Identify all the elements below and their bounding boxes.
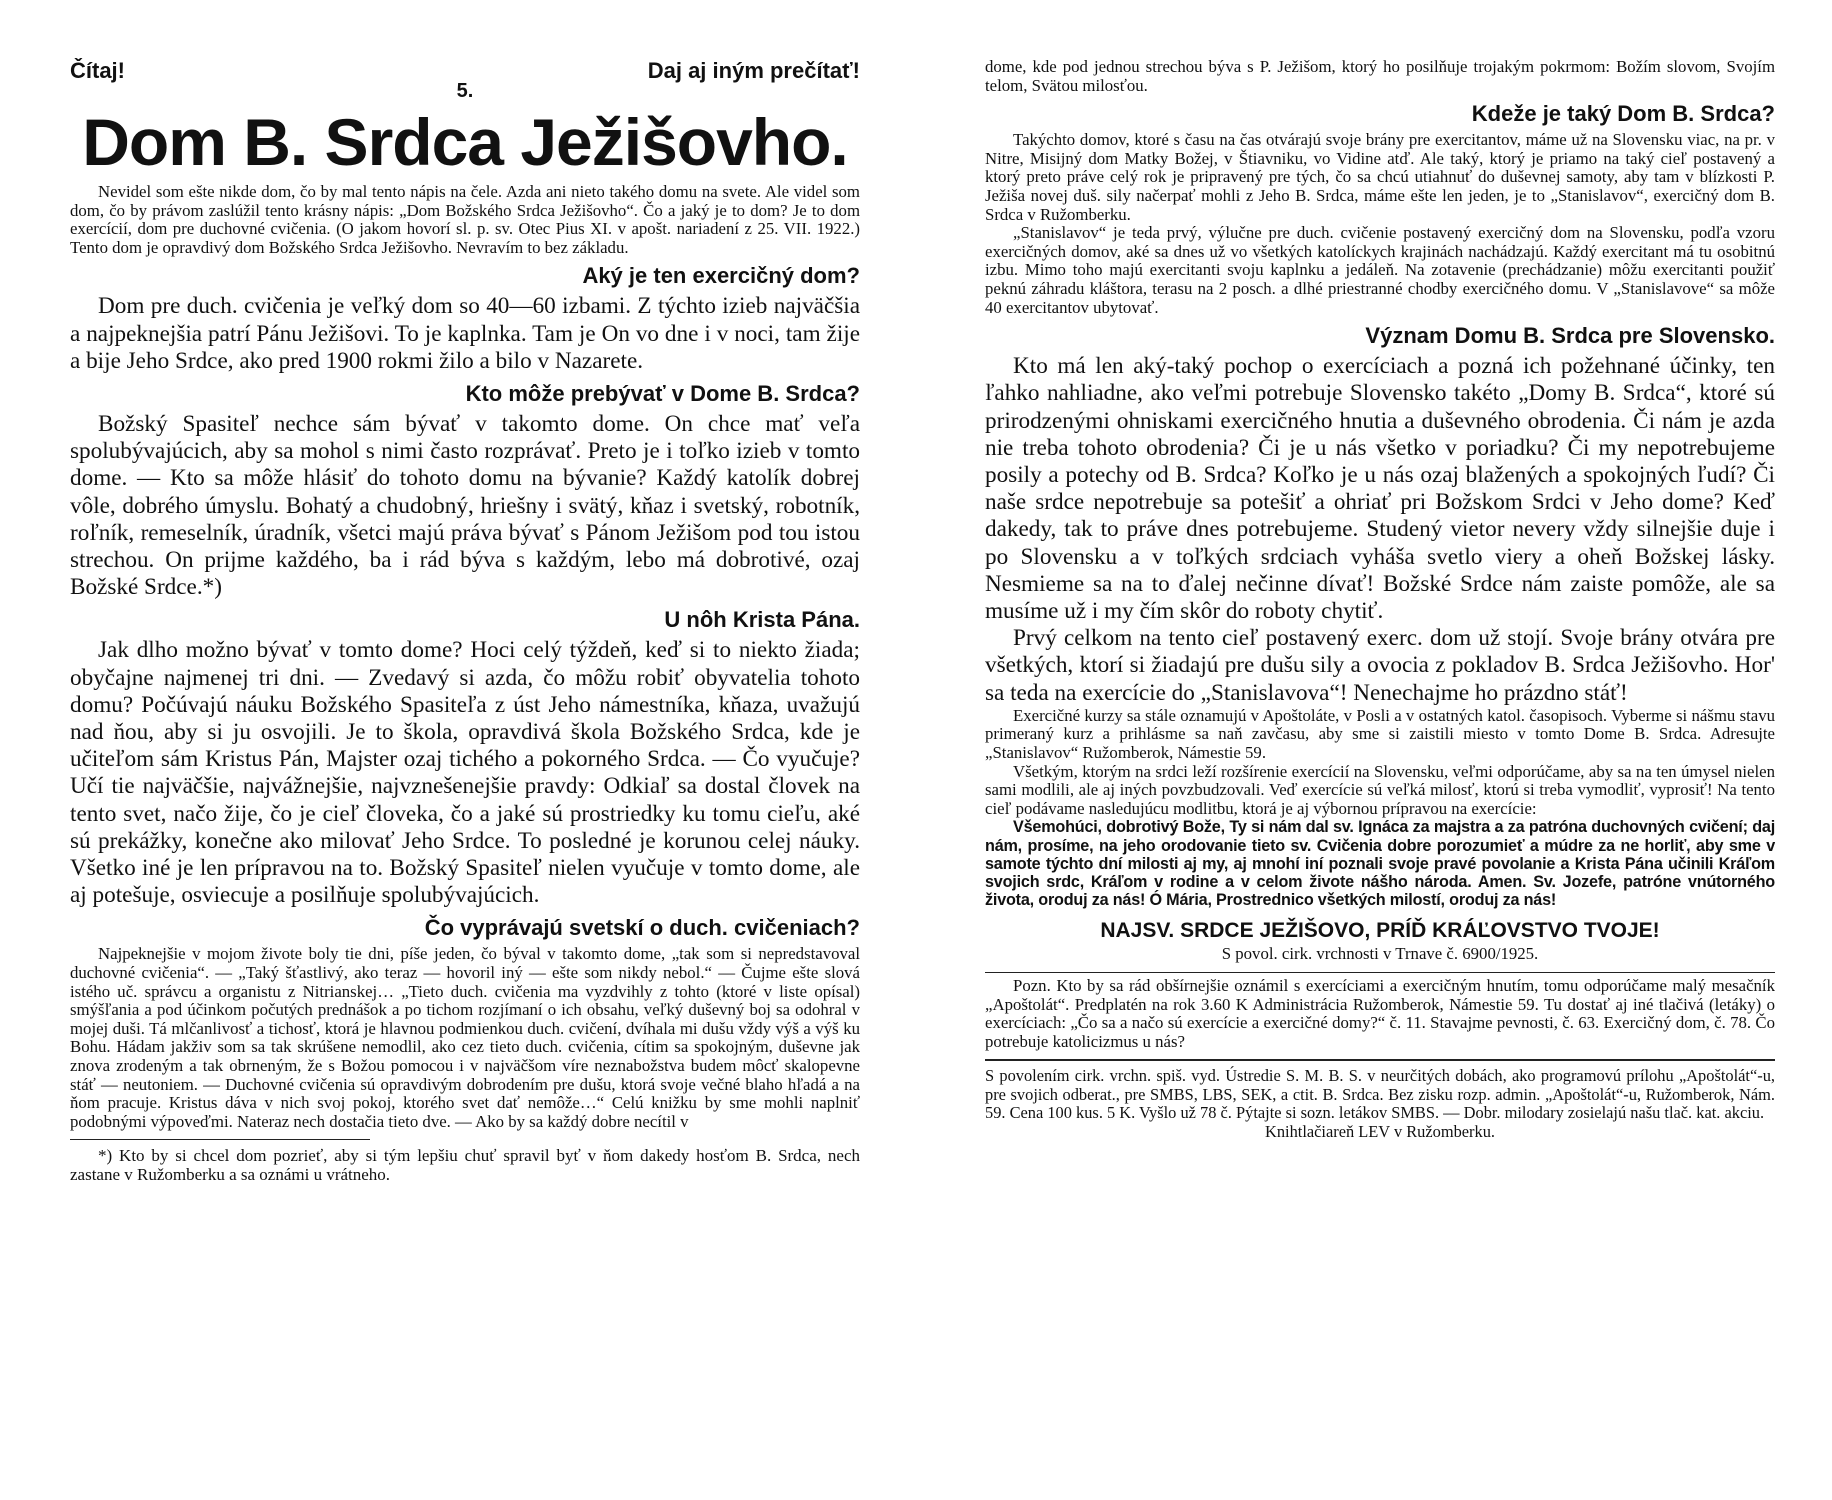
section-heading: Čo vyprávajú svetskí o duch. cvičeniach? <box>424 915 860 941</box>
footnote-divider <box>70 1139 370 1140</box>
section-heading: Aký je ten exercičný dom? <box>582 263 860 289</box>
paragraph: Najpeknejšie v mojom živote boly tie dni, píše jeden, čo býval v takomto dome, „tak som si nepredstavoval duchovné cvičenia“. — „Taký šťastlivý, ako teraz — hovoril iný — ešte som nikdy nebol.“ — Čujme ešte slová istého uč. správcu a organistu z Nitrianskej… „Tieto duch. cvičenia ma vyzdvihly z tohto (ktoré v liste opísal) smýšľania a pod účinkom počutých prednášok a po tichom rozjímaní o ich obsahu, veľký duševný boj sa odohral v mojej duši. Tá mlčanlivosť a tichosť, ktorá je hlavnou podmienkou duch. cvičení, dvíhala mi dušu vždy výš a výš ku Bohu. Hádam jakživ som sa tak skrúšene nemodlil, ako cez tieto duch. cvičenia, cítim sa spokojným, duševne jak znova zrodeným a tak obrneným, že s Božou pomocou i v najväčšom víre neznabožstva budem môcť skalopevne stáť — neutoniem. — Duchovné cvičenia sú opravdivým dobrodením pre dušu, ktorá svoje večné blaho hľadá a na ňom pracuje. Kristus dáva v nich svoj pokoj, ktorého svet dať nemôže…“ Celú knižku by sme mohli naplniť podobnými výpoveďmi. Nateraz nech dostačia tieto dve. — Ako by sa každý dobre necítil v <box>70 944 860 1131</box>
prayer: Všemohúci, dobrotivý Bože, Ty si nám dal sv. Ignáca za majstra a za patróna duchovných cvičení; daj nám, prosíme, na jeho orodovanie tieto sv. Cvičenia dobre porozumieť a múdre za ne horliť, aby sme v samote týchto dní milosti aj my, aj mnohí iní poznali svoje pravé povolanie a Krista Pána učinili Kráľom svojich srdc, Kráľom v rodine a v celom živote nášho národa. Amen. Sv. Jozefe, patróne vnútorného života, oroduj za nás! Ó Mária, Prostrednico všetkých milostí, oroduj za nás! <box>985 818 1775 910</box>
header-right: Daj aj iným prečítať! <box>647 58 860 83</box>
paragraph: Takýchto domov, ktoré s času na čas otvárajú svoje brány pre exercitantov, máme už na Slovensku viac, na pr. v Nitre, Misijný dom Matky Božej, v Štiavniku, vo Vidine atď. Ale taký, ktorý je priamo na taký cieľ postavený a ktorý preto práve celý rok je pripravený pre tých, čo sa chcú utiahnuť do duševnej samoty, aby tam v blízkosti P. Ježiša novej duš. sily načerpať mohli z Jeho B. Srdca, máme ešte len jeden, je to „Stanislavov“, exercičný dom B. Srdca v Ružomberku. <box>985 130 1775 224</box>
printer-line: Knihtlačiareň LEV v Ružomberku. <box>1264 1121 1495 1141</box>
paragraph: Jak dlho možno bývať v tomto dome? Hoci celý týždeň, keď si to niekto žiada; obyčajne najmenej tri dni. — Zvedavý si azda, čo môžu robiť obyvatelia tohoto domu? Počúvajú náuku Božského Spasiteľa z úst Jeho námestníka, kňaza, uvažujú nad ňou, aby si ju osvojili. Je to škola, opravdivá škola Božského Srdca, kde je učiteľom sám Kristus Pán, Majster ozaj tichého a pokorného Srdca. — Čo vyučuje? Učí tie najväčšie, najvážnejšie, najvznešenejšie pravdy: Odkiaľ sa dostal človek na tento svet, načo žije, čo je cieľ človeka, čo a jaké sú prostriedky ku tomu cieľu, aké sú prekážky, konečne ako milovať Jeho Srdce. To posledné je korunou celej náuky. Všetko iné je len prípravou na to. Božský Spasiteľ nielen vyučuje v tomto dome, ale aj potešuje, osviecuje a posilňuje spolubývajúcich. <box>70 637 860 909</box>
paragraph: Exercičné kurzy sa stále oznamujú v Apoštoláte, v Posli a v ostatných katol. časopisoch. Vyberme si nášmu stavu primeraný kurz a prihlásme sa naň zavčasu, aby sme si zaistili miesto v tomto Dome B. Srdca. Adresujte „Stanislavov“ Ružomberok, Námestie 59. <box>985 705 1775 762</box>
note: Pozn. Kto by sa rád obšírnejšie oznámil s exercíciami a exercičným hnutím, tomu odporúčame malý mesačník „Apoštolát“. Predplatén na rok 3.60 K Administrácia Ružomberok, Námestie 59. Tu dostať aj iné tlačivá (letáky) o exercíciach: „Čo sa a načo sú exercície a exercičné domy?“ č. 11. Stavajme pevnosti, č. 63. Exercičný dom, č. 78. Čo potrebuje katolicizmus u nás? <box>985 975 1775 1051</box>
section-heading: Kto môže prebývať v Dome B. Srdca? <box>465 380 860 406</box>
motto: NAJSV. SRDCE JEŽIŠOVO, PRÍĎ KRÁĽOVSTVO TVOJE! <box>1100 919 1660 943</box>
left-page <box>70 58 860 1483</box>
paragraph: „Stanislavov“ je teda prvý, výlučne pre duch. cvičenie postavený exercičný dom na Slovensku, podľa vzoru exercičných domov, aké sa dnes už vo všetkých katolíckych krajinách nachádzajú. Každý exercitant má tu osobitnú izbu. Mimo toho majú exercitanti svoju kaplnku a jedáleň. Na zotavenie (prechádzanie) môžu exercitanti použiť peknú záhradu kláštora, terasu na 2 posch. a dlhé priestranné chodby exercičného domu. V „Stanislavove“ sa môže 40 exercitantov ubytovať. <box>985 223 1775 317</box>
right-page <box>985 58 1775 1483</box>
section-heading: Kdeže je taký Dom B. Srdca? <box>1471 101 1775 127</box>
section-heading: U nôh Krista Pána. <box>664 607 860 633</box>
footnote: *) Kto by si chcel dom pozrieť, aby si tým lepšiu chuť spravil byť v ňom dakedy hosťom B. Srdca, nech zastane v Ružomberku a sa oznámi u vrátneho. <box>70 1146 860 1185</box>
imprint-text: S povolením cirk. vrchn. spiš. vyd. Ústredie S. M. B. S. v neurčitých dobách, ako programovú prílohu „Apoštolát“-u, pre svojich odberat., pre SMBS, LBS, SEK, a ctit. B. Srdca. Bez zisku rozp. admin. „Apoštolát“-u, Ružomberok, Nám. 59. Cena 100 kus. 5 K. Vyšlo už 78 č. Pýtajte si sozn. letákov SMBS. — Dobr. milodary zosielajú našu tlač. kat. akciu. <box>985 1066 1775 1123</box>
page-title: Dom B. Srdca Ježišovho. <box>82 105 848 179</box>
paragraph: Dom pre duch. cvičenia je veľký dom so 40—60 izbami. Z týchto izieb najväčšia a najpeknejšia patrí Pánu Ježišovi. To je kaplnka. Tam je On vo dne i v noci, tam žije a bije Jeho Srdce, ako pred 1900 rokmi žilo a bilo v Nazarete. <box>70 293 860 374</box>
paragraph: Všetkým, ktorým na srdci leží rozšírenie exercícií na Slovensku, veľmi odporúčame, aby sa na ten úmysel nielen sami modlili, ale aj iných povzbudzovali. Veď exercície sú veľká milosť, ktorú si treba vymodliť, vyprosiť! Na tento cieľ podávame nasledujúcu modlitbu, ktorá je aj výbornou prípravou na exercície: <box>985 761 1775 818</box>
section-heading: Význam Domu B. Srdca pre Slovensko. <box>1365 323 1775 349</box>
header-left: Čítaj! <box>70 58 125 83</box>
divider <box>985 1059 1775 1061</box>
imprint-block <box>985 1067 1775 1141</box>
paragraph: Kto má len aký-taký pochop o exercíciach a pozná ich požehnané účinky, ten ľahko nahliadne, ako veľmi potrebuje Slovensko takéto „Domy B. Srdca“, ktoré sú prirodzenými ohniskami exercičného hnutia a duševného obrodenia. Či nám je azda nie treba tohoto obrodenia? Či je u nás všetko v poriadku? Či my nepotrebujeme posily a potechy od B. Srdca? Koľko je u nás ozaj blažených a spokojných ľudí? Či naše srdce nepotrebuje sa potešiť a ohriať pri Božskom Srdci v Jeho dome? Keď dakedy, tak to práve dnes potrebujeme. Studený vietor nevery vždy silnejšie duje i po Slovensku a v toľkých srdciach vyháša svetlo viery a oheň Božskej lásky. Nesmieme sa na to ďalej nečinne dívať! Božské Srdce nám zaiste pomôže, ale sa musíme už i my čím skôr do roboty chytiť. <box>985 353 1775 624</box>
issue-number: 5. <box>456 80 474 102</box>
paragraph: Prvý celkom na tento cieľ postavený exerc. dom už stojí. Svoje brány otvára pre všetkých, ktorí si žiadajú pre dušu sily a ovocia z pokladov B. Srdca Ježišovho. Hor' sa teda na exercície do „Stanislavova“! Nenechajme ho prázdno stáť! <box>985 625 1775 706</box>
intro-paragraph: Nevidel som ešte nikde dom, čo by mal tento nápis na čele. Azda ani nieto takého domu na svete. Ale videl som dom, čo by právom zaslúžil tento krásny nápis: „Dom Božského Srdca Ježišovho“. Čo a jaký je to dom? Je to dom exercícií, dom pre duchovné cvičenia. (O jakom hovorí sl. p. sv. Otec Pius XI. v apošt. nariadení z 25. VII. 1922.) Tento dom je opravdivý dom Božského Srdca Ježišovho. Nevravím to bez základu. <box>70 182 860 257</box>
divider <box>985 972 1775 973</box>
approval-line: S povol. cirk. vrchnosti v Trnave č. 6900/1925. <box>1221 944 1539 964</box>
paragraph: Božský Spasiteľ nechce sám bývať v takomto dome. On chce mať veľa spolubývajúcich, aby sa mohol s nimi často rozprávať. Preto je i toľko izieb v tomto dome. — Kto sa môže hlásiť do tohoto domu na bývanie? Každý katolík dobrej vôle, dobrého úmyslu. Bohatý a chudobný, hriešny i svätý, kňaz i svetský, robotník, roľník, remeselník, úradník, všetci majú práva bývať s Pánom Ježišom pod tou istou strechou. On prijme každého, ba i rád býva s každým, lebo má dobrotivé, ozaj Božské Srdce.*) <box>70 410 860 601</box>
paragraph: dome, kde pod jednou strechou býva s P. Ježišom, ktorý ho posilňuje trojakým pokrmom: Božím slovom, Svojím telom, Svätou milosťou. <box>985 58 1775 95</box>
